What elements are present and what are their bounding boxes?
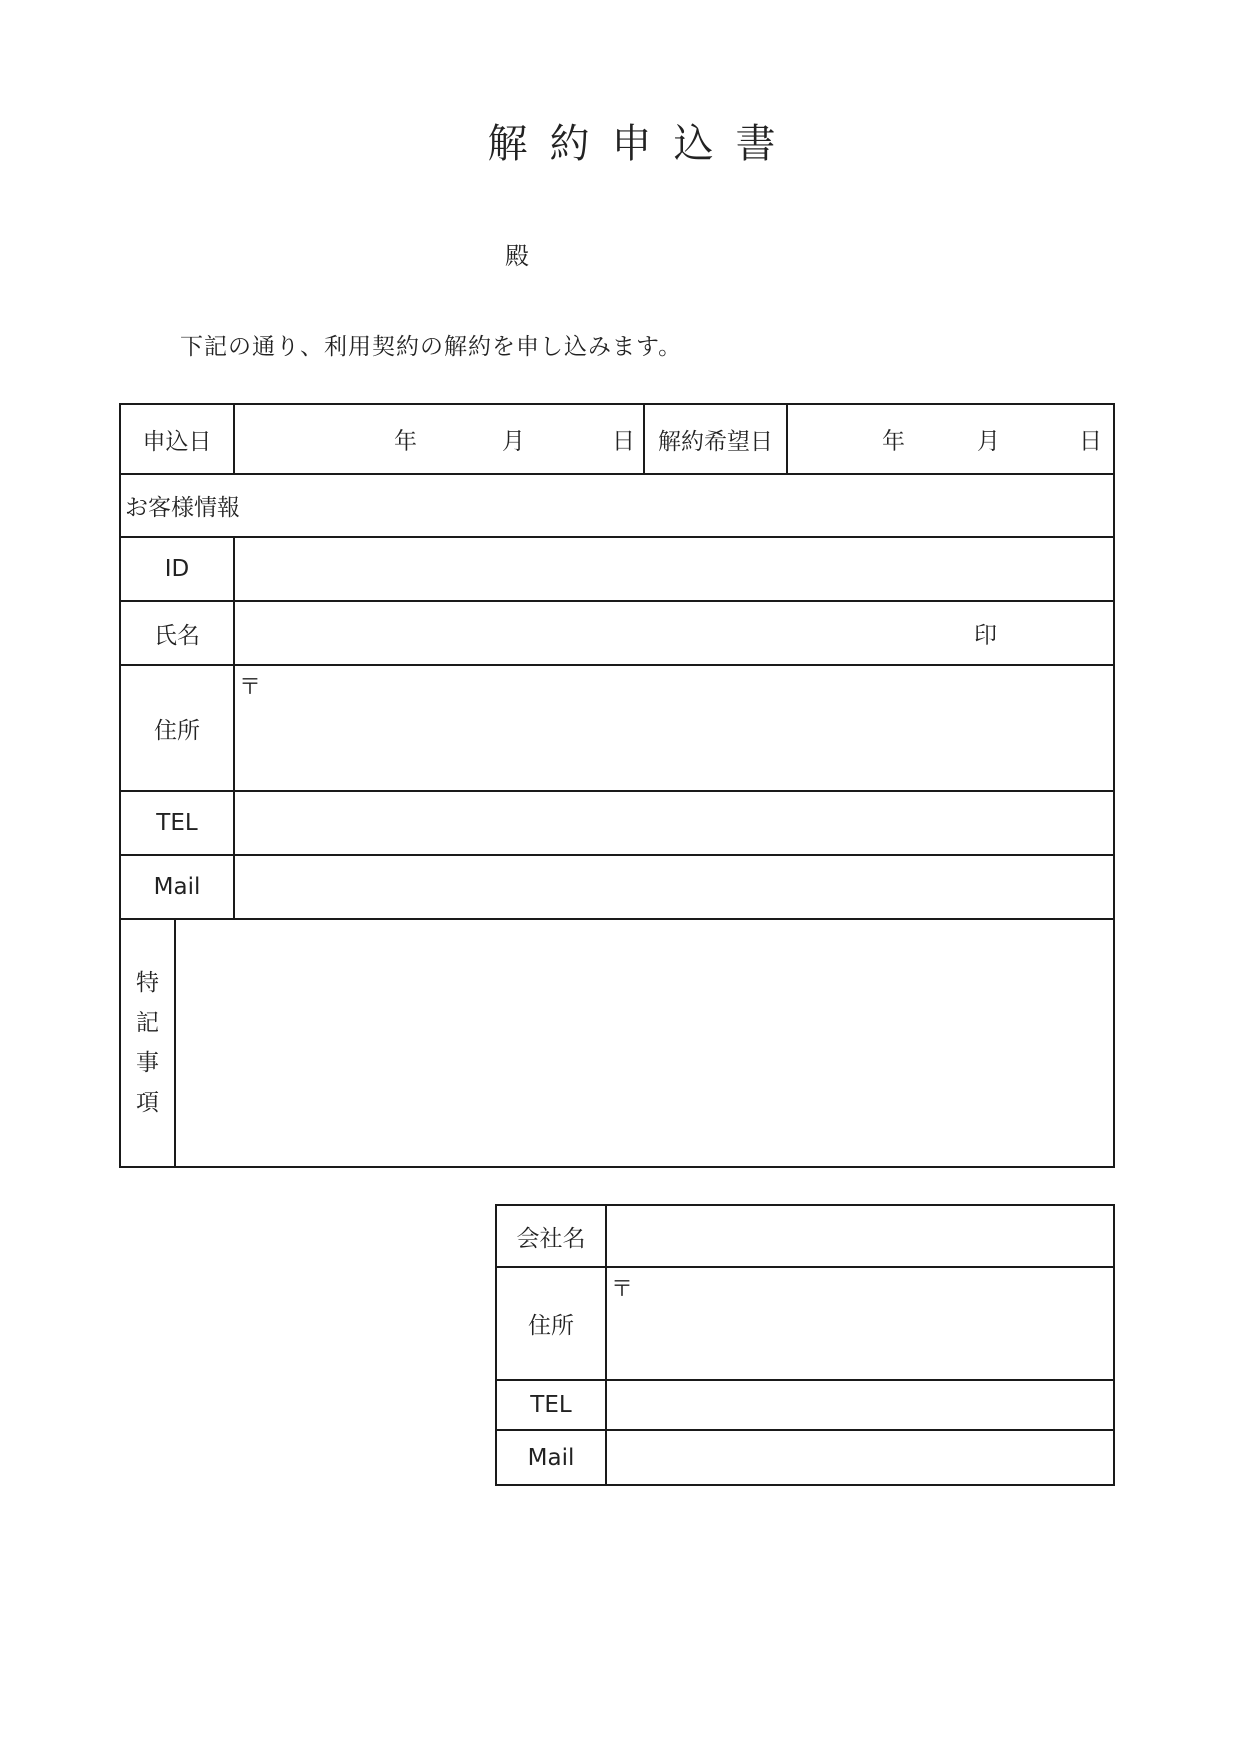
remarks-label-char: 項	[136, 1090, 159, 1116]
postal-mark: 〒	[611, 1277, 634, 1302]
remarks-label-char: 事	[136, 1050, 159, 1076]
address-field[interactable]	[234, 665, 1114, 791]
day-unit: 日	[612, 428, 635, 455]
company-name-field[interactable]	[606, 1205, 1114, 1267]
company-mail-label: Mail	[496, 1430, 606, 1485]
tel-label: TEL	[120, 791, 234, 855]
day-unit: 日	[1079, 428, 1102, 455]
id-field[interactable]	[234, 537, 1114, 601]
company-address-label: 住所	[496, 1267, 606, 1380]
name-field[interactable]	[234, 601, 1114, 665]
company-tel-field[interactable]	[606, 1380, 1114, 1430]
desired-date-label: 解約希望日	[644, 404, 787, 474]
company-address-field[interactable]	[606, 1267, 1114, 1380]
year-unit: 年	[394, 428, 417, 455]
id-label: ID	[120, 537, 234, 601]
company-info-table	[495, 1204, 1115, 1486]
application-date-label: 申込日	[120, 404, 234, 474]
remarks-label-char: 記	[136, 1010, 159, 1036]
customer-info-section-label: お客様情報	[120, 474, 1114, 537]
remarks-label-char: 特	[136, 970, 159, 996]
mail-field[interactable]	[234, 855, 1114, 919]
customer-info-table	[119, 403, 1115, 1168]
year-unit: 年	[882, 428, 905, 455]
postal-mark: 〒	[239, 675, 262, 700]
month-unit: 月	[502, 428, 525, 455]
mail-label: Mail	[120, 855, 234, 919]
month-unit: 月	[977, 428, 1000, 455]
company-tel-label: TEL	[496, 1380, 606, 1430]
company-name-label: 会社名	[496, 1205, 606, 1267]
remarks-label	[120, 919, 175, 1167]
tel-field[interactable]	[234, 791, 1114, 855]
document-title: 解約申込書	[487, 121, 798, 167]
intro-text: 下記の通り、利用契約の解約を申し込みます。	[180, 334, 683, 360]
remarks-field[interactable]	[175, 919, 1114, 1167]
application-date-field[interactable]	[234, 404, 644, 474]
addressee-suffix: 殿	[505, 242, 529, 270]
desired-date-field[interactable]	[787, 404, 1114, 474]
seal-mark: 印	[974, 622, 997, 649]
name-label: 氏名	[120, 601, 234, 665]
company-mail-field[interactable]	[606, 1430, 1114, 1485]
address-label: 住所	[120, 665, 234, 791]
